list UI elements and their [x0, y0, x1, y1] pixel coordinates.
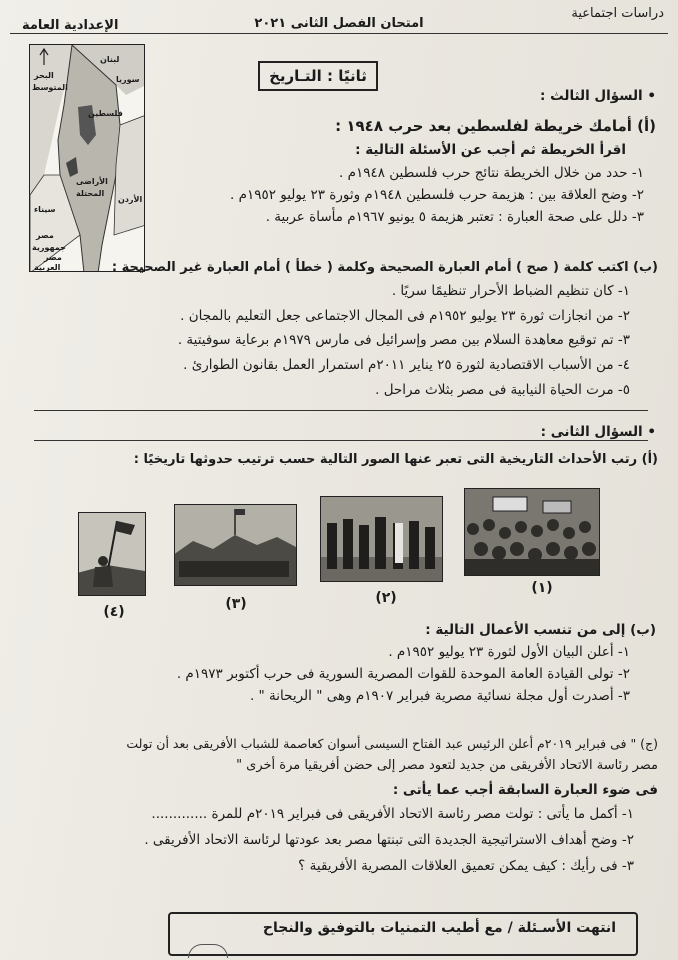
map-label-palestine: فلسطين: [88, 109, 123, 118]
exam-title: امتحان الفصل الثانى ٢٠٢١: [254, 16, 424, 31]
photo-1-crowd: [464, 488, 600, 576]
q2-c-sub: فى ضوء العبارة السابقة أجب عما يأتى :: [392, 782, 658, 798]
q2-b-item-1: ١- أعلن البيان الأول لثورة ٢٣ يوليو ١٩٥٢م .: [388, 644, 630, 660]
palestine-map: [29, 44, 145, 272]
q3-b-item-3: ٣- تم توقيع معاهدة السلام بين مصر وإسرائيل فى مارس ١٩٧٩م برعاية سوفيتية .: [177, 332, 630, 348]
photo-caption-1: (١): [531, 580, 553, 596]
subject-label: دراسات اجتماعية: [571, 6, 664, 21]
header-divider: [10, 33, 668, 34]
map-label-sea2: المتوسط: [32, 83, 68, 92]
q3-a-heading: (أ) أمامك خريطة لفلسطين بعد حرب ١٩٤٨ :: [335, 117, 656, 135]
q3-b-item-2: ٢- من انجازات ثورة ٢٣ يوليو ١٩٥٢م فى المجال الاجتماعى جعل التعليم بالمجان .: [180, 308, 630, 324]
section-title: ثانيًا : التـاريخ: [258, 61, 378, 91]
q3-a-item-1: ١- حدد من خلال الخريطة نتائج حرب فلسطين ١٩٤٨م .: [338, 165, 644, 181]
q2-a-heading: (أ) رتب الأحداث التاريخية التى تعبر عنها الصور التالية حسب ترتيب حدوثها تاريخيًا :: [133, 452, 658, 467]
q3-b-heading: (ب) اكتب كلمة ( صح ) أمام العبارة الصحيحة وكلمة ( خطأ ) أمام العبارة غير الصحيحة :: [111, 260, 658, 275]
photo-caption-4: (٤): [103, 604, 125, 620]
section-divider-2: [34, 440, 648, 441]
q3-a-item-3: ٣- دلل على صحة العبارة : تعتبر هزيمة ٥ يونيو ١٩٦٧م مأساة عربية .: [265, 209, 644, 225]
map-label-sea1: البحر: [34, 71, 54, 80]
photo-caption-2: (٢): [375, 590, 397, 606]
q2-c-item-1: ١- أكمل ما يأتى : تولت مصر رئاسة الاتحاد الأفريقى فى فبراير ٢٠١٩م للمرة .............: [151, 806, 634, 822]
q3-b-item-1: ١- كان تنظيم الضباط الأحرار تنظيمًا سريًا .: [391, 283, 630, 299]
section-divider-1: [34, 410, 648, 411]
q3-a-item-2: ٢- وضح العلاقة بين : هزيمة حرب فلسطين ١٩٤٨م وثورة ٢٣ يوليو ١٩٥٢م .: [230, 187, 644, 203]
q2-b-heading: (ب) إلى من تنسب الأعمال التالية :: [425, 622, 656, 638]
photo-4-soldier-flag: [78, 512, 146, 596]
map-label-lebanon: لبنان: [100, 55, 120, 64]
q2-c-quote-line-1: (ج) " فى فبراير ٢٠١٩م أعلن الرئيس عبد الفتاح السيسى أسوان كعاصمة للشباب الأفريقى بعد أن تولت: [126, 736, 658, 751]
q3-heading: • السؤال الثالث :: [539, 88, 656, 104]
q3-a-sub: اقرأ الخريطة ثم أجب عن الأسئلة التالية :: [355, 142, 626, 158]
q2-c-item-2: ٢- وضح أهداف الاستراتيجية الجديدة التى تبنتها مصر بعد عودتها لرئاسة الاتحاد الأفريقى .: [144, 832, 634, 848]
q3-b-item-5: ٥- مرت الحياة النيابية فى مصر بثلاث مراحل .: [375, 382, 630, 398]
q2-c-item-3: ٣- فى رأيك : كيف يمكن تعميق العلاقات المصرية الأفريقية ؟: [298, 858, 634, 874]
footer-text: انتهت الأسـئلة / مع أطيب التمنيات بالتوفيق والنجاح: [262, 920, 616, 936]
exam-header: [10, 4, 668, 33]
map-label-egypt2: مصر: [44, 253, 62, 262]
emblem-icon: [188, 944, 228, 958]
map-label-occupied2: المحتلة: [76, 189, 105, 198]
map-label-jordan: الأردن: [118, 195, 143, 204]
q2-b-item-3: ٣- أصدرت أول مجلة نسائية مصرية فبراير ١٩٠٧م وهى " الريحانة " .: [249, 688, 630, 704]
q3-b-item-4: ٤- من الأسباب الاقتصادية لثورة ٢٥ يناير ٢٠١١م استمرار العمل بقانون الطوارئ .: [183, 357, 630, 373]
map-label-sinai: سيناء: [34, 205, 56, 214]
q2-c-quote-line-2: مصر رئاسة الاتحاد الأفريقى من جديد لتعود مصر إلى حضن أفريقيا مرة أخرى ": [236, 758, 658, 773]
photo-2-officers: [320, 496, 443, 582]
q2-heading: • السؤال الثانى :: [540, 424, 656, 440]
exam-footer: [168, 912, 638, 956]
map-label-occupied1: الأراضى: [76, 177, 108, 186]
map-label-republic: جمهورية: [32, 243, 66, 252]
photo-caption-3: (٣): [225, 596, 247, 612]
map-label-syria: سوريا: [116, 75, 140, 84]
q2-b-item-2: ٢- تولى القيادة العامة الموحدة للقوات المصرية السورية فى حرب أكتوبر ١٩٧٣م .: [176, 666, 630, 682]
school-label: الإعدادية العامة: [22, 18, 119, 33]
photo-3-building: [174, 504, 297, 586]
map-label-arab: العربية: [34, 263, 61, 272]
map-label-egypt: مصر: [36, 231, 54, 240]
